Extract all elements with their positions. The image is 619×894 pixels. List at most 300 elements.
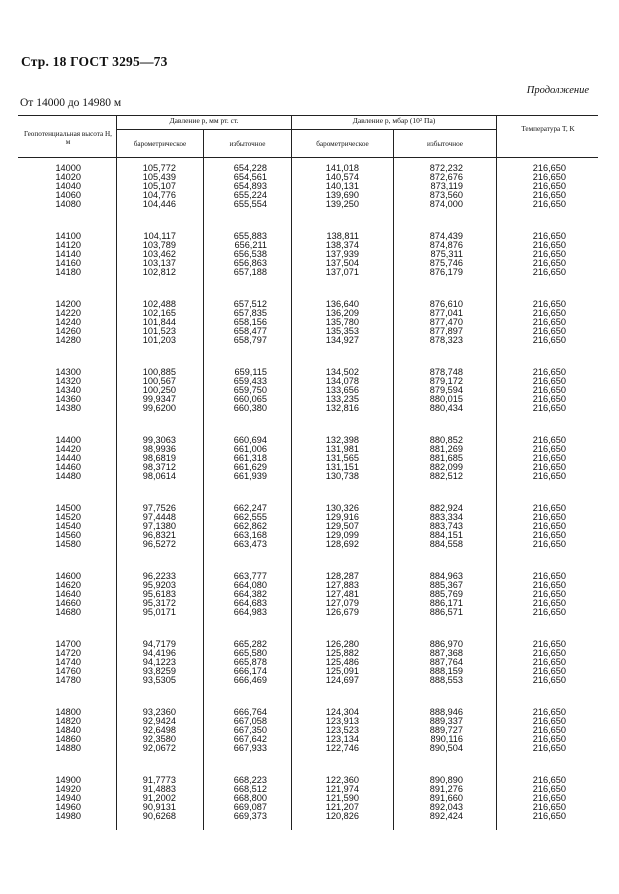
cell-mm-baro: 102,488 [142, 299, 176, 309]
cell-height: 14900 [55, 775, 81, 785]
cell-mm-excess: 655,554 [233, 199, 267, 210]
cell-temperature: 216,650 [532, 571, 566, 581]
cell-mbar-baro: 138,374 [325, 240, 359, 251]
cell-mm-excess: 661,006 [233, 444, 267, 455]
cell-height: 14840 [55, 725, 81, 736]
cell-mbar-baro: 137,504 [325, 258, 359, 269]
cell-mbar-baro: 136,640 [325, 299, 359, 309]
cell-mbar-excess: 883,334 [429, 512, 463, 523]
cell-mbar-baro: 127,481 [325, 589, 359, 600]
cell-mm-excess: 666,174 [233, 666, 267, 677]
cell-temperature: 216,650 [532, 367, 566, 377]
cell-mbar-excess: 890,116 [430, 734, 463, 745]
cell-mm-baro: 95,0171 [142, 607, 176, 618]
cell-temperature: 216,650 [532, 376, 566, 387]
cell-height: 14380 [55, 403, 81, 414]
cell-mbar-baro: 141,018 [325, 163, 359, 173]
cell-mbar-baro: 126,280 [325, 639, 359, 649]
cell-temperature: 216,650 [532, 539, 566, 550]
cell-mbar-excess: 888,946 [429, 707, 463, 717]
cell-mm-excess: 654,228 [233, 163, 267, 173]
cell-mm-baro: 102,812 [142, 267, 176, 278]
cell-height: 14760 [55, 666, 81, 677]
cell-temperature: 216,650 [532, 639, 566, 649]
cell-temperature: 216,650 [532, 512, 566, 523]
cell-mbar-excess: 884,963 [429, 571, 463, 581]
cell-mm-excess: 655,224 [233, 190, 267, 201]
cell-mbar-excess: 882,924 [429, 503, 463, 513]
cell-temperature: 216,650 [532, 462, 566, 473]
cell-mm-baro: 100,885 [142, 367, 176, 377]
cell-mm-baro: 95,9203 [142, 580, 176, 591]
cell-mbar-baro: 124,697 [325, 675, 359, 686]
col-rule [116, 115, 117, 830]
cell-height: 14480 [55, 471, 81, 482]
cell-mm-excess: 664,683 [233, 598, 267, 609]
cell-height: 14240 [55, 317, 81, 328]
cell-mm-baro: 97,4448 [142, 512, 176, 523]
cell-mbar-excess: 888,159 [429, 666, 463, 677]
cell-mbar-baro: 123,913 [325, 716, 359, 727]
cell-mm-excess: 659,433 [233, 376, 267, 387]
cell-mm-baro: 90,6268 [142, 811, 176, 822]
cell-mm-baro: 101,844 [142, 317, 176, 328]
col-rule [291, 115, 292, 830]
cell-mm-baro: 93,2360 [142, 707, 176, 717]
cell-height: 14140 [55, 249, 81, 260]
cell-mm-baro: 95,6183 [142, 589, 176, 600]
cell-mbar-baro: 129,099 [325, 530, 359, 541]
cell-mbar-baro: 130,738 [325, 471, 359, 482]
cell-height: 14740 [55, 657, 81, 668]
cell-temperature: 216,650 [532, 394, 566, 405]
cell-mm-baro: 101,523 [142, 326, 176, 337]
cell-temperature: 216,650 [532, 589, 566, 600]
cell-mm-excess: 663,473 [233, 539, 267, 550]
cell-mbar-excess: 881,269 [429, 444, 463, 455]
cell-mbar-excess: 874,000 [429, 199, 463, 210]
cell-mbar-excess: 878,323 [429, 335, 463, 346]
cell-mm-baro: 99,3063 [142, 435, 176, 445]
cell-mm-baro: 104,117 [143, 231, 176, 241]
cell-mm-excess: 661,939 [233, 471, 267, 482]
cell-mm-baro: 98,6819 [142, 453, 176, 464]
cell-temperature: 216,650 [532, 802, 566, 813]
cell-mm-baro: 91,7773 [142, 775, 176, 785]
cell-mm-baro: 91,4883 [142, 784, 176, 795]
continuation-label: Продолжение [526, 85, 589, 96]
cell-temperature: 216,650 [532, 666, 566, 677]
cell-mbar-excess: 883,743 [429, 521, 463, 532]
cell-mm-excess: 664,080 [233, 580, 267, 591]
cell-mm-baro: 98,9936 [142, 444, 176, 455]
table-top-rule [18, 115, 598, 116]
cell-height: 14120 [55, 240, 81, 251]
cell-mm-excess: 669,087 [233, 802, 267, 813]
cell-temperature: 216,650 [532, 385, 566, 396]
cell-mm-baro: 94,4196 [142, 648, 176, 659]
cell-temperature: 216,650 [532, 775, 566, 785]
cell-mbar-excess: 886,571 [429, 607, 463, 618]
cell-mbar-baro: 137,071 [325, 267, 359, 278]
cell-temperature: 216,650 [532, 607, 566, 618]
cell-mm-excess: 666,764 [233, 707, 267, 717]
cell-mm-baro: 105,772 [142, 163, 176, 173]
cell-mbar-excess: 891,660 [429, 793, 463, 804]
cell-mbar-baro: 121,590 [325, 793, 359, 804]
cell-temperature: 216,650 [532, 240, 566, 251]
cell-mbar-excess: 882,099 [429, 462, 463, 473]
cell-mm-excess: 663,168 [233, 530, 267, 541]
cell-height: 14160 [55, 258, 81, 269]
cell-mm-excess: 669,373 [233, 811, 267, 822]
cell-temperature: 216,650 [532, 530, 566, 541]
cell-mbar-excess: 886,970 [429, 639, 463, 649]
cell-height: 14260 [55, 326, 81, 337]
cell-mbar-excess: 880,434 [429, 403, 463, 414]
cell-mm-baro: 94,7179 [142, 639, 176, 649]
cell-height: 14660 [55, 598, 81, 609]
cell-mbar-baro: 140,574 [325, 172, 359, 183]
header-mm-baro: барометрическое [133, 140, 187, 148]
header-temperature: Температура T, K [521, 125, 575, 133]
cell-mbar-baro: 138,811 [326, 231, 359, 241]
cell-mbar-excess: 876,179 [429, 267, 463, 278]
cell-temperature: 216,650 [532, 743, 566, 754]
cell-height: 14200 [55, 299, 81, 309]
cell-mm-baro: 92,9424 [142, 716, 176, 727]
cell-mbar-baro: 123,134 [325, 734, 359, 745]
cell-height: 14620 [55, 580, 81, 591]
cell-mm-baro: 100,250 [142, 385, 176, 396]
cell-temperature: 216,650 [532, 521, 566, 532]
cell-temperature: 216,650 [532, 503, 566, 513]
cell-mbar-excess: 889,337 [429, 716, 463, 727]
cell-mm-excess: 656,538 [233, 249, 267, 260]
cell-mbar-baro: 134,927 [325, 335, 359, 346]
cell-temperature: 216,650 [532, 317, 566, 328]
cell-mm-baro: 90,9131 [142, 802, 176, 813]
cell-mbar-baro: 128,692 [325, 539, 359, 550]
cell-mm-excess: 667,933 [233, 743, 267, 754]
cell-height: 14080 [55, 199, 81, 210]
cell-mm-baro: 95,3172 [142, 598, 176, 609]
cell-height: 14220 [55, 308, 81, 319]
header-height: Геопотенциальная высота H, м [24, 130, 112, 146]
group-sub-rule [116, 129, 496, 130]
cell-mm-baro: 101,203 [142, 335, 176, 346]
cell-mm-excess: 658,797 [233, 335, 267, 346]
cell-height: 14000 [55, 163, 81, 173]
cell-mm-baro: 97,7526 [142, 503, 176, 513]
cell-height: 14600 [55, 571, 81, 581]
altitude-range: От 14000 до 14980 м [20, 97, 122, 109]
cell-height: 14820 [55, 716, 81, 727]
cell-mbar-excess: 879,172 [429, 376, 463, 387]
header-bottom-rule [18, 157, 598, 158]
cell-mbar-baro: 137,939 [325, 249, 359, 260]
cell-temperature: 216,650 [532, 784, 566, 795]
cell-mbar-baro: 128,287 [325, 571, 359, 581]
cell-mbar-baro: 129,916 [325, 512, 359, 523]
cell-height: 14020 [55, 172, 81, 183]
cell-mm-excess: 656,211 [234, 240, 267, 251]
cell-mbar-excess: 887,764 [429, 657, 463, 668]
cell-mbar-excess: 872,676 [429, 172, 463, 183]
cell-mm-baro: 104,446 [142, 199, 176, 210]
cell-mbar-excess: 884,151 [429, 530, 463, 541]
cell-mm-baro: 93,5305 [142, 675, 176, 686]
cell-height: 14940 [55, 793, 81, 804]
cell-height: 14100 [55, 231, 81, 241]
cell-height: 14540 [55, 521, 81, 532]
cell-height: 14500 [55, 503, 81, 513]
cell-mbar-baro: 125,486 [325, 657, 359, 668]
cell-temperature: 216,650 [532, 231, 566, 241]
cell-mm-excess: 660,380 [233, 403, 267, 414]
cell-mm-baro: 100,567 [142, 376, 176, 387]
cell-mm-excess: 658,156 [233, 317, 267, 328]
cell-height: 14800 [55, 707, 81, 717]
cell-mm-excess: 656,863 [233, 258, 267, 269]
cell-mbar-baro: 126,679 [325, 607, 359, 618]
col-rule [203, 129, 204, 830]
cell-height: 14460 [55, 462, 81, 473]
cell-mm-baro: 97,1380 [142, 521, 176, 532]
cell-temperature: 216,650 [532, 811, 566, 822]
cell-mm-baro: 103,462 [142, 249, 176, 260]
cell-mbar-excess: 874,876 [429, 240, 463, 251]
cell-temperature: 216,650 [532, 657, 566, 668]
cell-height: 14180 [55, 267, 81, 278]
cell-mm-baro: 105,107 [142, 181, 176, 192]
cell-mm-excess: 654,893 [233, 181, 267, 192]
cell-mbar-baro: 132,816 [325, 403, 359, 414]
cell-mm-excess: 654,561 [233, 172, 267, 183]
cell-temperature: 216,650 [532, 249, 566, 260]
cell-temperature: 216,650 [532, 163, 566, 173]
cell-height: 14280 [55, 335, 81, 346]
cell-mbar-excess: 877,041 [429, 308, 463, 319]
cell-mbar-excess: 891,276 [429, 784, 463, 795]
cell-mbar-baro: 139,690 [325, 190, 359, 201]
cell-height: 14880 [55, 743, 81, 754]
cell-mm-baro: 98,0614 [142, 471, 176, 482]
cell-mm-excess: 657,512 [233, 299, 267, 309]
cell-temperature: 216,650 [532, 580, 566, 591]
header-group-mm: Давление p, мм рт. ст. [169, 116, 239, 125]
cell-height: 14040 [55, 181, 81, 192]
cell-mm-excess: 659,750 [233, 385, 267, 396]
cell-mm-excess: 667,350 [233, 725, 267, 736]
cell-temperature: 216,650 [532, 471, 566, 482]
cell-mbar-excess: 892,424 [429, 811, 463, 822]
cell-mbar-baro: 132,398 [325, 435, 359, 445]
cell-temperature: 216,650 [532, 598, 566, 609]
cell-mbar-baro: 130,326 [325, 503, 359, 513]
cell-height: 14700 [55, 639, 81, 649]
cell-temperature: 216,650 [532, 707, 566, 717]
cell-mbar-excess: 882,512 [429, 471, 463, 482]
cell-mbar-excess: 875,746 [429, 258, 463, 269]
cell-mm-excess: 668,512 [233, 784, 267, 795]
cell-mbar-baro: 122,360 [325, 775, 359, 785]
cell-mbar-excess: 890,890 [429, 775, 463, 785]
cell-height: 14520 [55, 512, 81, 523]
cell-mm-excess: 661,318 [233, 453, 267, 464]
cell-temperature: 216,650 [532, 199, 566, 210]
cell-mm-excess: 658,477 [233, 326, 267, 337]
cell-height: 14440 [55, 453, 81, 464]
cell-height: 14720 [55, 648, 81, 659]
cell-mm-excess: 662,247 [233, 503, 267, 513]
cell-mm-excess: 665,580 [233, 648, 267, 659]
cell-temperature: 216,650 [532, 716, 566, 727]
cell-mbar-baro: 133,656 [325, 385, 359, 396]
cell-height: 14960 [55, 802, 81, 813]
cell-mm-excess: 660,065 [233, 394, 267, 405]
cell-mm-excess: 662,862 [233, 521, 267, 532]
cell-mm-baro: 92,3580 [142, 734, 176, 745]
cell-temperature: 216,650 [532, 648, 566, 659]
cell-mbar-excess: 890,504 [429, 743, 463, 754]
cell-mm-excess: 659,115 [234, 367, 267, 377]
cell-mbar-excess: 873,560 [429, 190, 463, 201]
cell-mm-excess: 655,883 [233, 231, 267, 241]
cell-mbar-excess: 872,232 [429, 163, 463, 173]
cell-mm-baro: 103,137 [142, 258, 176, 269]
cell-mbar-excess: 877,897 [429, 326, 463, 337]
cell-temperature: 216,650 [532, 258, 566, 269]
cell-temperature: 216,650 [532, 793, 566, 804]
cell-mm-excess: 657,835 [233, 308, 267, 319]
cell-mbar-excess: 878,748 [429, 367, 463, 377]
cell-height: 14640 [55, 589, 81, 600]
cell-mbar-baro: 121,207 [325, 802, 359, 813]
col-rule [496, 115, 497, 830]
cell-mm-excess: 667,058 [233, 716, 267, 727]
cell-mm-excess: 664,382 [233, 589, 267, 600]
cell-mbar-excess: 875,311 [430, 249, 463, 260]
cell-mbar-baro: 127,883 [325, 580, 359, 591]
cell-mbar-baro: 125,882 [325, 648, 359, 659]
cell-mm-baro: 92,6498 [142, 725, 176, 736]
cell-temperature: 216,650 [532, 435, 566, 445]
cell-mbar-baro: 120,826 [325, 811, 359, 822]
cell-height: 14400 [55, 435, 81, 445]
cell-height: 14300 [55, 367, 81, 377]
cell-mbar-baro: 135,353 [325, 326, 359, 337]
cell-mbar-baro: 122,746 [325, 743, 359, 754]
header-mbar-baro: барометрическое [316, 140, 369, 148]
cell-mbar-baro: 121,974 [325, 784, 359, 795]
cell-mbar-excess: 892,043 [429, 802, 463, 813]
cell-height: 14360 [55, 394, 81, 405]
header-mm-excess: избыточное [229, 140, 266, 148]
col-rule [393, 129, 394, 830]
cell-height: 14580 [55, 539, 81, 550]
cell-mm-baro: 103,789 [142, 240, 176, 251]
cell-mm-baro: 105,439 [142, 172, 176, 183]
cell-mbar-baro: 127,079 [325, 598, 359, 609]
cell-mbar-baro: 139,250 [325, 199, 359, 210]
cell-height: 14320 [55, 376, 81, 387]
cell-temperature: 216,650 [532, 725, 566, 736]
cell-height: 14780 [55, 675, 81, 686]
cell-mbar-baro: 140,131 [325, 181, 359, 192]
cell-mbar-excess: 880,015 [429, 394, 463, 405]
cell-mbar-excess: 877,470 [429, 317, 463, 328]
cell-temperature: 216,650 [532, 267, 566, 278]
cell-mm-baro: 99,9347 [142, 394, 176, 405]
cell-mbar-baro: 131,565 [325, 453, 359, 464]
cell-height: 14060 [55, 190, 81, 201]
cell-mbar-baro: 131,151 [325, 462, 359, 473]
cell-height: 14560 [55, 530, 81, 541]
cell-mbar-baro: 124,304 [325, 707, 359, 717]
cell-mbar-baro: 133,235 [325, 394, 359, 405]
cell-height: 14860 [55, 734, 81, 745]
cell-mm-baro: 92,0672 [142, 743, 176, 754]
cell-mbar-excess: 888,553 [429, 675, 463, 686]
cell-temperature: 216,650 [532, 308, 566, 319]
cell-mbar-baro: 123,523 [325, 725, 359, 736]
cell-temperature: 216,650 [532, 326, 566, 337]
cell-temperature: 216,650 [532, 675, 566, 686]
cell-mbar-baro: 134,078 [325, 376, 359, 387]
cell-mbar-excess: 885,769 [429, 589, 463, 600]
cell-mm-excess: 662,555 [233, 512, 267, 523]
cell-temperature: 216,650 [532, 172, 566, 183]
cell-height: 14980 [55, 811, 81, 822]
cell-temperature: 216,650 [532, 734, 566, 745]
cell-mbar-excess: 884,558 [429, 539, 463, 550]
cell-temperature: 216,650 [532, 190, 566, 201]
cell-mbar-baro: 131,981 [325, 444, 359, 455]
cell-mm-baro: 98,3712 [142, 462, 176, 473]
header-mbar-excess: избыточное [427, 140, 463, 148]
cell-mbar-baro: 136,209 [325, 308, 359, 319]
cell-mm-excess: 668,800 [233, 793, 267, 804]
page-header: Стр. 18 ГОСТ 3295—73 [21, 54, 168, 69]
cell-mbar-excess: 874,439 [429, 231, 463, 241]
cell-mbar-baro: 129,507 [325, 521, 359, 532]
cell-mbar-excess: 886,171 [429, 598, 463, 609]
cell-height: 14920 [55, 784, 81, 795]
cell-mbar-excess: 885,367 [429, 580, 463, 591]
cell-mm-excess: 666,469 [233, 675, 267, 686]
cell-mm-excess: 665,878 [233, 657, 267, 668]
cell-mm-baro: 91,2002 [142, 793, 176, 804]
cell-mm-baro: 104,776 [142, 190, 176, 201]
cell-height: 14420 [55, 444, 81, 455]
cell-mm-excess: 663,777 [233, 571, 267, 581]
cell-mbar-excess: 887,368 [429, 648, 463, 659]
cell-mbar-baro: 135,780 [325, 317, 359, 328]
cell-mm-baro: 99,6200 [142, 403, 176, 414]
cell-mbar-excess: 889,727 [429, 725, 463, 736]
cell-temperature: 216,650 [532, 335, 566, 346]
cell-mbar-excess: 881,685 [429, 453, 463, 464]
cell-temperature: 216,650 [532, 181, 566, 192]
cell-mbar-excess: 876,610 [429, 299, 463, 309]
cell-mm-excess: 668,223 [233, 775, 267, 785]
cell-mm-excess: 657,188 [233, 267, 267, 278]
cell-temperature: 216,650 [532, 444, 566, 455]
cell-mm-baro: 94,1223 [142, 657, 176, 668]
cell-mm-baro: 96,2233 [142, 571, 176, 581]
cell-mm-excess: 664,983 [233, 607, 267, 618]
